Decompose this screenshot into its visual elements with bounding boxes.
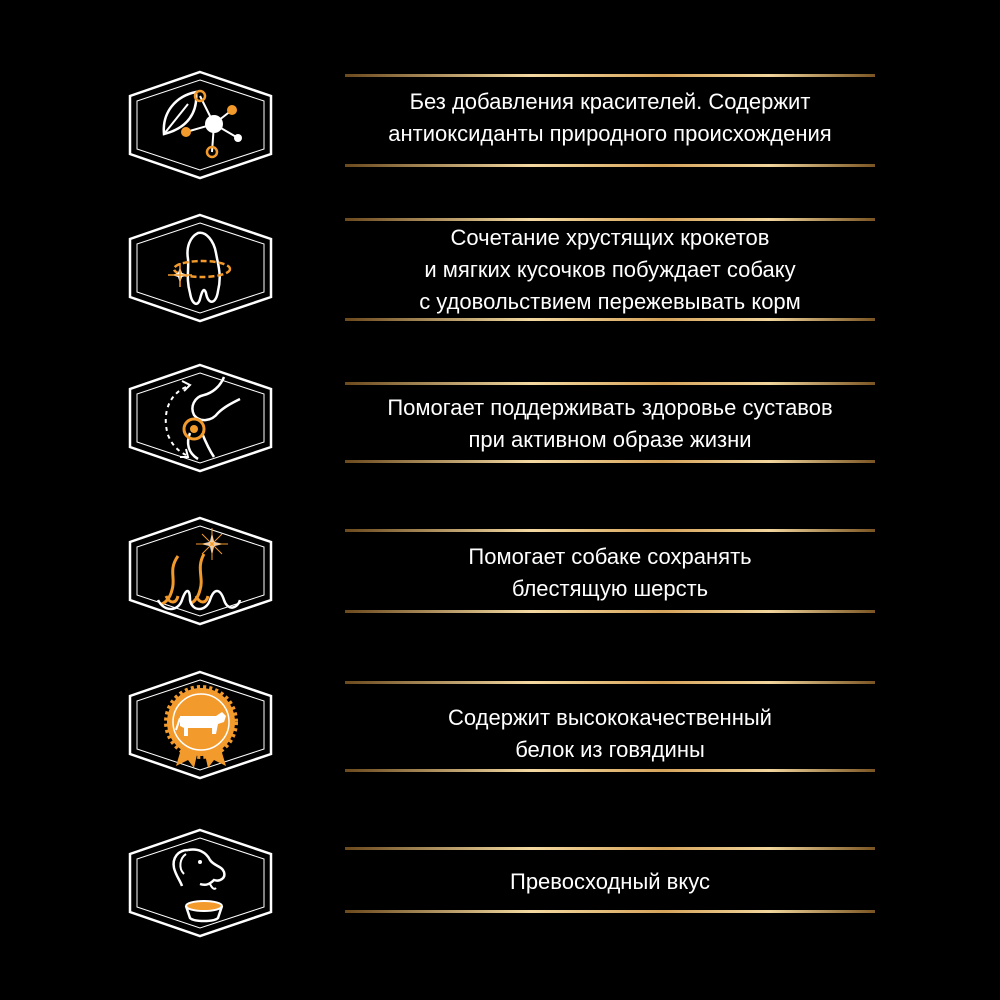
feature-text: Содержит высококачественный белок из говядины — [448, 705, 772, 762]
feature-text: Помогает поддерживать здоровье суставов при активном образе жизни — [387, 395, 833, 452]
divider-top — [345, 218, 875, 221]
feature-text: Сочетание хрустящих крокетов и мягких кусочков побуждает собаку с удовольствием пережевывать корм — [419, 225, 801, 314]
leaf-antioxidant-icon — [128, 70, 273, 180]
feature-text: Помогает собаке сохранять блестящую шерсть — [468, 544, 752, 601]
tooth-icon — [128, 213, 273, 323]
divider-top — [345, 847, 875, 850]
beef-seal-icon — [128, 670, 273, 780]
divider-bottom — [345, 460, 875, 463]
divider-bottom — [345, 769, 875, 772]
shiny-coat-icon — [128, 516, 273, 626]
divider-top — [345, 529, 875, 532]
divider-bottom — [345, 164, 875, 167]
divider-top — [345, 681, 875, 684]
divider-top — [345, 74, 875, 77]
dog-bowl-icon — [128, 828, 273, 938]
divider-bottom — [345, 910, 875, 913]
divider-bottom — [345, 318, 875, 321]
joint-icon — [128, 363, 273, 473]
feature-text: Превосходный вкус — [510, 869, 710, 894]
divider-top — [345, 382, 875, 385]
divider-bottom — [345, 610, 875, 613]
feature-text: Без добавления красителей. Содержит антиоксиданты природного происхождения — [388, 89, 832, 146]
